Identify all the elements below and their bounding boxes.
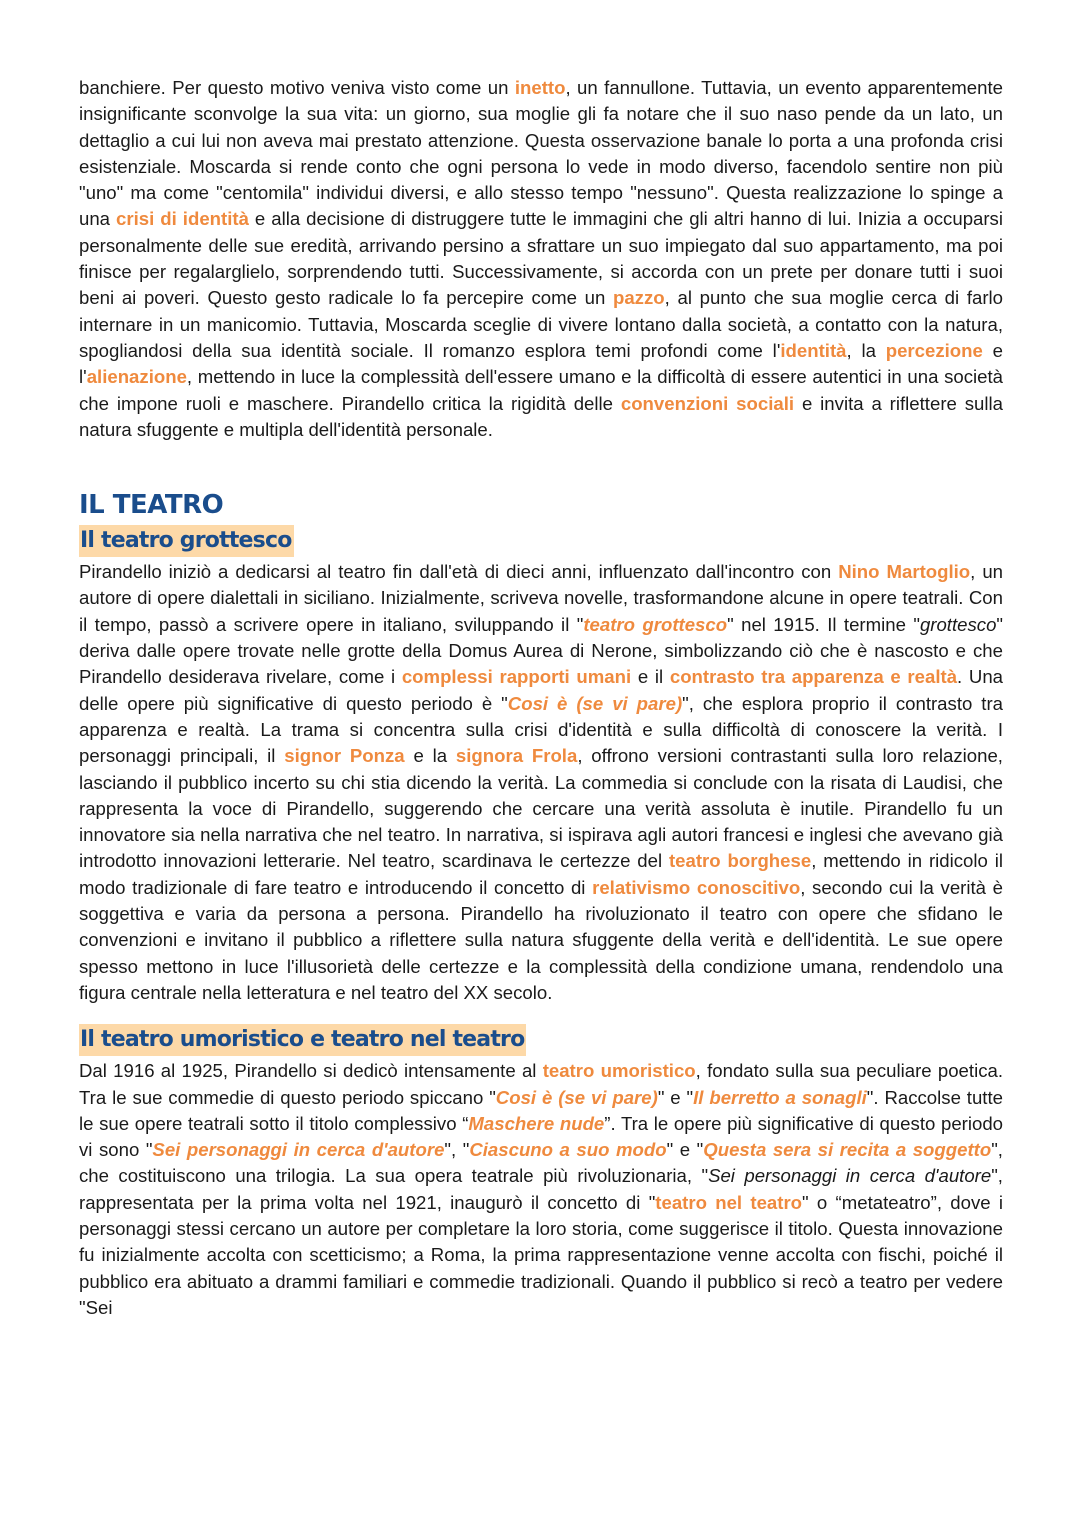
- keyword-alienazione: alienazione: [86, 366, 187, 388]
- keyword-complessi-rapporti: complessi rapporti umani: [401, 666, 632, 688]
- keyword-convenzioni-sociali: convenzioni sociali: [620, 392, 795, 414]
- paragraph-moscarda: banchiere. Per questo motivo veniva visto come un inetto, un fannullone. Tuttavia, un evento apparentemente insignificante sconvolge la sua vita: un giorno, sua moglie gli fa notare che il suo naso pende da un lato, un dettaglio a cui lui non aveva mai prestato attenzione. Questa osservazione banale lo porta a una profonda crisi esistenziale. Moscarda si rende conto che ogni persona lo vede in modo diverso, facendolo sentire non più "uno" ma come "centomila" individui diversi, e allo stesso tempo "nessuno". Questa realizzazione lo spinge a una crisi di identità e alla decisione di distruggere tutte le immagini che gli altri hanno di lui. Inizia a occuparsi personalmente delle sue eredità, arrivando persino a sfrattare un suo impiegato dal suo appartamento, ma poi finisce per regalarglielo, sorprendendo tutti. Successivamente, si accorda con un prete per donare tutti i suoi beni ai poveri. Questo gesto radicale lo fa percepire come un pazzo, al punto che sua moglie cerca di farlo internare in un manicomio. Tuttavia, Moscarda sceglie di vivere lontano dalla società, a contatto con la natura, spogliandosi della sua identità sociale. Il romanzo esplora temi profondi come l'identità, la percezione e l'alienazione, mettendo in luce la complessità dell'essere umano e la difficoltà di essere autentici in una società che impone ruoli e maschere. Pirandello critica la rigidità delle convenzioni sociali e invita a riflettere sulla natura sfuggente e multipla dell'identità personale.: [79, 77, 1003, 440]
- keyword-relativismo: relativismo conoscitivo: [592, 876, 801, 898]
- keyword-inetto: inetto: [514, 77, 566, 98]
- keyword-signor-ponza: signor Ponza: [284, 745, 405, 767]
- keyword-sei-personaggi: Sei personaggi in cerca d'autore: [152, 1139, 445, 1161]
- keyword-maschere-nude: Maschere nude: [468, 1112, 605, 1134]
- term-grottesco: grottesco: [919, 613, 997, 635]
- keyword-teatro-grottesco: teatro grottesco: [583, 613, 728, 635]
- keyword-identita: identità: [780, 339, 847, 361]
- keyword-pazzo: pazzo: [612, 287, 665, 309]
- subheading-teatro-grottesco: Il teatro grottesco: [79, 525, 294, 557]
- keyword-ciascuno: Ciascuno a suo modo: [469, 1139, 667, 1161]
- section-heading-teatro: IL TEATRO: [79, 490, 224, 521]
- keyword-teatro-borghese: teatro borghese: [668, 850, 812, 872]
- subheading-teatro-umoristico: Il teatro umoristico e teatro nel teatro: [79, 1024, 526, 1056]
- keyword-questa-sera: Questa sera si recita a soggetto: [703, 1139, 992, 1161]
- keyword-cosi-e-2: Cosi è (se vi pare): [495, 1086, 658, 1108]
- document-page: [79, 75, 1003, 1321]
- keyword-cosi-e: Cosi è (se vi pare): [507, 692, 683, 714]
- keyword-crisi-identita: crisi di identità: [116, 208, 249, 230]
- keyword-contrasto: contrasto tra apparenza e realtà: [669, 666, 958, 688]
- keyword-teatro-umoristico: teatro umoristico: [542, 1060, 696, 1082]
- paragraph-teatro-grottesco: Pirandello iniziò a dedicarsi al teatro fin dall'età di dieci anni, influenzato dall'incontro con Nino Martoglio, un autore di opere dialettali in siciliano. Inizialmente, scriveva novelle, trasformandone alcune in opere teatrali. Con il tempo, passò a scrivere opere in italiano, sviluppando il "teatro grottesco" nel 1915. Il termine "grottesco" deriva dalle opere trovate nelle grotte della Domus Aurea di Nerone, simbolizzando ciò che è nascosto e che Pirandello desiderava rivelare, come i complessi rapporti umani e il contrasto tra apparenza e realtà. Una delle opere più significative di questo periodo è "Cosi è (se vi pare)", che esplora proprio il contrasto tra apparenza e realtà. La trama si concentra sulla crisi d'identità e sulla difficoltà di conoscere la verità. I personaggi principali, il signor Ponza e la signora Frola, offrono versioni contrastanti sulla loro relazione, lasciando il pubblico incerto su chi stia dicendo la verità. La commedia si conclude con la risata di Laudisi, che rappresenta la voce di Pirandello, suggerendo che cercare una verità assoluta è inutile. Pirandello fu un innovatore sia nella narrativa che nel teatro. In narrativa, si ispirava agli autori francesi e inglesi che avevano già introdotto innovazioni letterarie. Nel teatro, scardinava le certezze del teatro borghese, mettendo in ridicolo il modo tradizionale di fare teatro e introducendo il concetto di relativismo conoscitivo, secondo cui la verità è soggettiva e varia da persona a persona. Pirandello ha rivoluzionato il teatro con opere che sfidano le convenzioni e invitano il pubblico a riflettere sulla natura sfuggente della verità e dell'identità. Le sue opere spesso mettono in luce l'illusorietà delle certezze e la complessità della condizione umana, rendendolo una figura centrale nella letteratura e nel teatro del XX secolo.: [79, 561, 1004, 1003]
- keyword-nino-martoglio: Nino Martoglio: [838, 561, 971, 583]
- keyword-percezione: percezione: [885, 339, 983, 361]
- paragraph-teatro-umoristico: Dal 1916 al 1925, Pirandello si dedicò intensamente al teatro umoristico, fondato sulla sua peculiare poetica. Tra le sue commedie di questo periodo spiccano "Cosi è (se vi pare)" e "Il berretto a sonagli". Raccolse tutte le sue opere teatrali sotto il titolo complessivo “Maschere nude”. Tra le opere più significative di questo periodo vi sono "Sei personaggi in cerca d'autore", "Ciascuno a suo modo" e "Questa sera si recita a soggetto", che costituiscono una trilogia. La sua opera teatrale più rivoluzionaria, "Sei personaggi in cerca d'autore", rappresentata per la prima volta nel 1921, inaugurò il concetto di "teatro nel teatro" o “metateatro”, dove i personaggi stessi cercano un autore per completare la loro storia, come suggerisce il titolo. Questa innovazione fu inizialmente accolta con scetticismo; a Roma, la prima rappresentazione venne accolta con fischi, poiché il pubblico era abituato a drammi familiari e commedie tradizionali. Quando il pubblico si recò a teatro per vedere "Sei: [79, 1060, 1004, 1318]
- keyword-berretto: Il berretto a sonagli: [693, 1086, 867, 1108]
- keyword-signora-frola: signora Frola: [455, 745, 578, 767]
- keyword-teatro-nel-teatro: teatro nel teatro: [655, 1191, 803, 1213]
- term-sei-personaggi: Sei personaggi in cerca d'autore: [708, 1165, 992, 1187]
